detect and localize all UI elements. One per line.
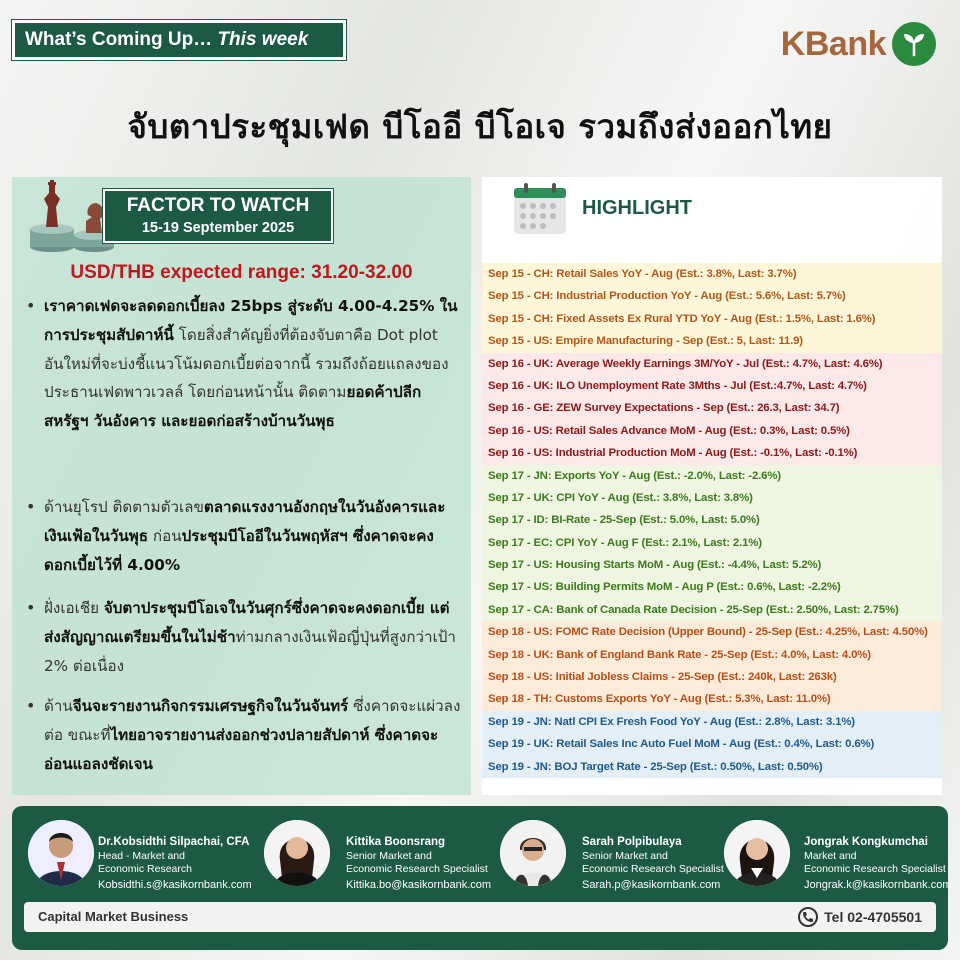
tag-main: What’s Coming Up… [25, 29, 218, 50]
kbank-leaf-icon [892, 22, 936, 66]
factor-bullets [22, 292, 462, 778]
member-name: Sarah Polpibulaya [582, 836, 682, 848]
member-role-line1: Head - Market and [98, 850, 185, 862]
member-email[interactable]: Sarah.p@kasikornbank.com [582, 879, 721, 891]
bullet-text: ด้านยุโรป ติดตามตัวเลข [44, 498, 204, 516]
event-item: Sep 16 - GE: ZEW Survey Expectations - Sep (Est.: 26.3, Last: 34.7) [488, 402, 840, 415]
bullet-bold-text: จับตาประชุมบีโอเจในวันศุกร์ซึ่งคาดจะคงดอกเบี้ย แต่ส่งสัญญาณเตรียมขึ้นในไม่ช้า [44, 599, 450, 646]
event-group [482, 465, 942, 622]
phone-contact[interactable] [798, 902, 922, 932]
event-item: Sep 17 - US: Building Permits MoM - Aug P (Est.: 0.6%, Last: -2.2%) [488, 581, 841, 594]
factor-panel [12, 177, 471, 795]
event-item: Sep 18 - US: FOMC Rate Decision (Upper Bound) - 25-Sep (Est.: 4.25%, Last: 4.50%) [488, 626, 928, 639]
event-list [482, 263, 942, 778]
event-group [482, 711, 942, 778]
member-info [804, 834, 952, 894]
member-role-line1: Senior Market and [346, 850, 432, 862]
bullet-bold-text: เราคาดเฟดจะลดดอกเบี้ยลง 25bps สู่ระดับ 4.00-4.25% ในการประชุมสัปดาห์นี้ [44, 297, 458, 344]
contact-bar [24, 902, 936, 932]
brand-logo [781, 22, 936, 66]
member-email[interactable]: Kobsidthi.s@kasikornbank.com [98, 879, 252, 891]
phone-icon [798, 907, 818, 927]
event-item: Sep 15 - US: Empire Manufacturing - Sep (Est.: 5, Last: 11.9) [488, 335, 803, 348]
event-item: Sep 17 - CA: Bank of Canada Rate Decision - 25-Sep (Est.: 2.50%, Last: 2.75%) [488, 603, 899, 616]
event-item: Sep 19 - JN: Natl CPI Ex Fresh Food YoY - Aug (Est.: 2.8%, Last: 3.1%) [488, 715, 855, 728]
highlight-panel [482, 177, 942, 795]
bullet-bold-text: ตลาดแรงงานอังกฤษในวันอังคารและเงินเฟ้อในวันพุธ [44, 498, 446, 545]
bullet-bold-text: ไทยอาจรายงานส่งออกช่วงปลายสัปดาห์ ซึ่งคาดจะอ่อนแอลงชัดเจน [44, 725, 439, 773]
avatar [28, 820, 94, 886]
bullet-item [22, 594, 462, 692]
member-role-line2: Economic Research Specialist [582, 863, 724, 875]
member-role-line1: Market and [804, 850, 857, 862]
factor-header [103, 189, 333, 243]
bullet-bold-text: จีนจะรายงานกิจกรรมเศรษฐกิจในวันจันทร์ [72, 697, 349, 715]
avatar [264, 820, 330, 886]
bullet-item [22, 493, 462, 594]
member-name: Dr.Kobsidthi Silpachai, CFA [98, 836, 250, 848]
bullet-item [22, 692, 462, 778]
bullet-bold-text: ยอดค้าปลีกสหรัฐฯ วันอังคาร และยอดก่อสร้างบ้านวันพุธ [44, 383, 422, 431]
member-info [98, 834, 252, 894]
bullet-text: โดยสิ่งสำคัญยิ่งที่ต้องจับตาคือ Dot plot อันใหม่ที่จะบ่งชี้แนวโน้มดอกเบี้ยต่อจากนี้ รวมถึงถ้อยแถลงของประธานเฟดพาวเวลล์ โดยก่อนหน้านั้น ติดตาม [44, 325, 449, 402]
member-email[interactable]: Jongrak.k@kasikornbank.com [804, 879, 952, 891]
member-info [582, 834, 724, 894]
event-item: Sep 18 - TH: Customs Exports YoY - Aug (Est.: 5.3%, Last: 11.0%) [488, 693, 831, 706]
avatar [500, 820, 566, 886]
event-item: Sep 16 - US: Retail Sales Advance MoM - Aug (Est.: 0.3%, Last: 0.5%) [488, 424, 850, 437]
brand-name: KBank [780, 24, 886, 63]
page-title: จับตาประชุมเฟด บีโออี บีโอเจ รวมถึงส่งออกไทย [127, 107, 833, 146]
bullet-bold-text: ประชุมบีโออีในวันพฤหัสฯ ซึ่งคาดจะคงดอกเบี้ยไว้ที่ 4.00% [44, 526, 434, 574]
event-item: Sep 16 - UK: Average Weekly Earnings 3M/YoY - Jul (Est.: 4.7%, Last: 4.6%) [488, 357, 883, 370]
event-group [482, 621, 942, 711]
event-group [482, 263, 942, 353]
bullet-text: ท่ามกลางเงินเฟ้อญี่ปุ่นที่สูงกว่าเป้า 2% ต่อเนื่อง [44, 627, 456, 675]
member-email[interactable]: Kittika.bo@kasikornbank.com [346, 879, 492, 891]
tag-emphasis: This week [217, 29, 309, 50]
member-name: Kittika Boonsrang [346, 836, 446, 848]
event-item: Sep 19 - UK: Retail Sales Inc Auto Fuel MoM - Aug (Est.: 0.4%, Last: 0.6%) [488, 738, 875, 751]
event-item: Sep 17 - ID: BI-Rate - 25-Sep (Est.: 5.0%, Last: 5.0%) [488, 514, 760, 527]
event-item: Sep 16 - UK: ILO Unemployment Rate 3Mths - Jul (Est.:4.7%, Last: 4.7%) [488, 379, 867, 392]
member-role-line2: Economic Research [98, 863, 192, 875]
event-item: Sep 17 - UK: CPI YoY - Aug (Est.: 3.8%, Last: 3.8%) [488, 491, 753, 504]
event-item: Sep 15 - CH: Industrial Production YoY - Aug (Est.: 5.6%, Last: 5.7%) [488, 290, 846, 303]
factor-date: 15-19 September 2025 [141, 220, 295, 236]
member-role-line1: Senior Market and [582, 850, 668, 862]
event-item: Sep 17 - US: Housing Starts MoM - Aug (Est.: -4.4%, Last: 5.2%) [488, 559, 822, 572]
bullet-text: ด้าน [44, 697, 73, 715]
event-item: Sep 17 - JN: Exports YoY - Aug (Est.: -2.0%, Last: -2.6%) [488, 469, 781, 482]
team-footer [12, 806, 952, 950]
usdthb-range: USD/THB expected range: 31.20-32.00 [70, 262, 413, 283]
event-item: Sep 18 - UK: Bank of England Bank Rate - 25-Sep (Est.: 4.0%, Last: 4.0%) [488, 648, 871, 661]
event-group [482, 353, 942, 465]
section-tag [12, 20, 346, 60]
member-role-line2: Economic Research Specialist [346, 863, 488, 875]
bullet-item [22, 292, 462, 493]
event-item: Sep 19 - JN: BOJ Target Rate - 25-Sep (Est.: 0.50%, Last: 0.50%) [488, 760, 823, 773]
event-item: Sep 16 - US: Industrial Production MoM - Aug (Est.: -0.1%, Last: -0.1%) [488, 447, 858, 460]
event-item: Sep 17 - EC: CPI YoY - Aug F (Est.: 2.1%, Last: 2.1%) [488, 536, 762, 549]
event-item: Sep 15 - CH: Retail Sales YoY - Aug (Est.: 3.8%, Last: 3.7%) [488, 268, 797, 280]
calendar-icon [512, 180, 568, 236]
business-unit: Capital Market Business [38, 909, 189, 924]
factor-title: FACTOR TO WATCH [126, 195, 310, 216]
member-role-line2: Economic Research Specialist [804, 863, 946, 875]
bullet-text: ซึ่งคาดจะแผ่วลงต่อ ขณะที่ [44, 697, 461, 744]
event-item: Sep 15 - CH: Fixed Assets Ex Rural YTD YoY - Aug (Est.: 1.5%, Last: 1.6%) [488, 312, 876, 325]
bullet-text: ก่อน [148, 526, 182, 545]
phone-number[interactable]: Tel 02-4705501 [824, 909, 922, 925]
member-name: Jongrak Kongkumchai [804, 836, 928, 848]
bullet-text: ฝั่งเอเชีย [44, 599, 104, 617]
member-info [346, 834, 491, 894]
highlight-title: HIGHLIGHT [582, 197, 692, 219]
avatar [724, 820, 790, 886]
event-item: Sep 18 - US: Initial Jobless Claims - 25-Sep (Est.: 240k, Last: 263k) [488, 671, 837, 684]
